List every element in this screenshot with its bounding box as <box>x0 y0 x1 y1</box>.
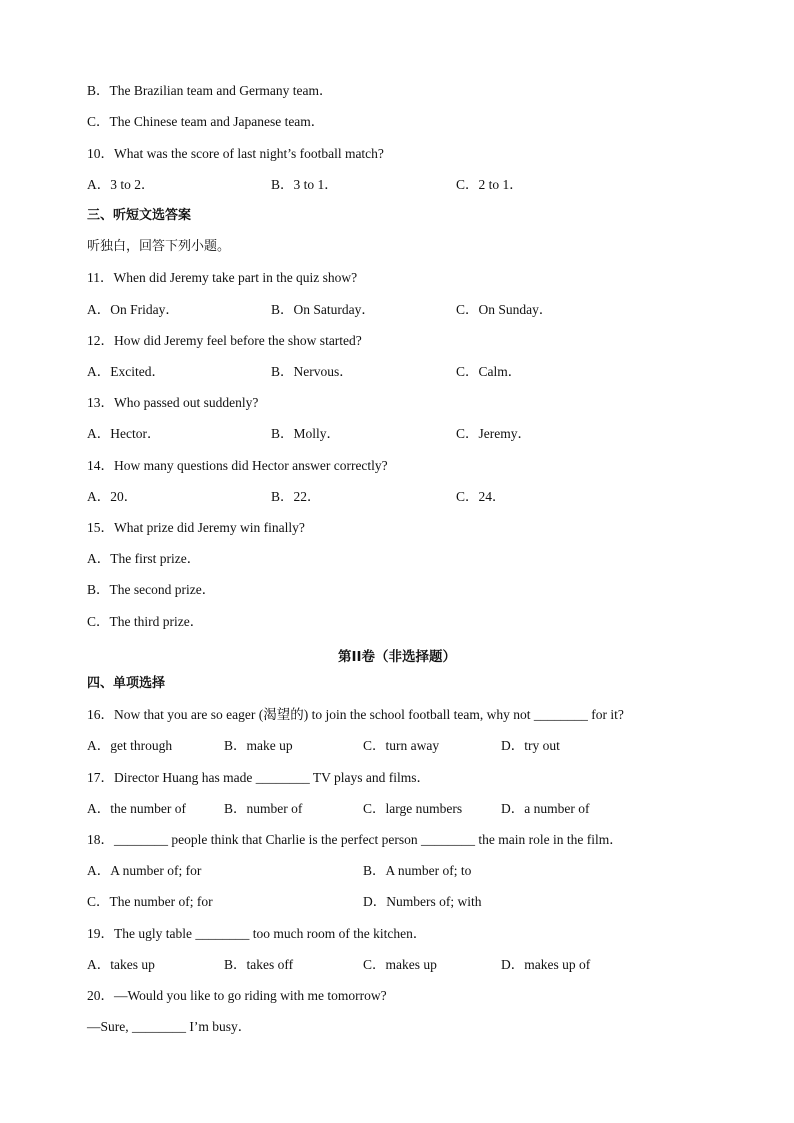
q14-question: 14．How many questions did Hector answer correctly? <box>87 458 388 473</box>
section3-heading: 三、听短文选答案 <box>87 208 192 223</box>
q16-option-b: B．make up <box>224 738 293 753</box>
q12-option-a: A．Excited． <box>87 364 165 379</box>
part2-title: 第II卷（非选择题） <box>337 649 457 665</box>
q19-question: 19．The ugly table ________ too much room of the kitchen． <box>87 926 427 941</box>
q9-option-b: B．The Brazilian team and Germany team． <box>87 83 333 98</box>
q17-option-c: C．large numbers <box>363 801 463 816</box>
q17-option-b: B．number of <box>224 801 303 816</box>
q14-option-b: B．22． <box>271 489 321 504</box>
q17-option-a: A．the number of <box>87 801 186 816</box>
q12-option-b: B．Nervous． <box>271 364 353 379</box>
q16-option-d: D．try out <box>501 738 560 753</box>
q10-option-a: A．3 to 2． <box>87 177 155 192</box>
q19-option-c: C．makes up <box>363 957 437 972</box>
q11-option-c: C．On Sunday． <box>456 302 553 317</box>
q11-question: 11．When did Jeremy take part in the quiz show? <box>87 270 358 285</box>
q16-option-c: C．turn away <box>363 738 440 753</box>
q18-question: 18．________ people think that Charlie is the perfect person ________ the main role in the film． <box>87 832 623 847</box>
q18-option-b: B．A number of; to <box>363 863 472 878</box>
q15-option-a: A．The first prize． <box>87 551 201 566</box>
q13-option-a: A．Hector． <box>87 426 161 441</box>
q13-question: 13．Who passed out suddenly? <box>87 395 259 410</box>
q14-option-c: C．24． <box>456 489 506 504</box>
q11-option-a: A．On Friday． <box>87 302 179 317</box>
q20-question: 20．—Would you like to go riding with me tomorrow? <box>87 988 387 1003</box>
q12-question: 12．How did Jeremy feel before the show started? <box>87 333 362 348</box>
q11-option-b: B．On Saturday． <box>271 302 375 317</box>
q17-option-d: D．a number of <box>501 801 590 816</box>
q15-option-c: C．The third prize． <box>87 614 204 629</box>
q18-option-c: C．The number of; for <box>87 894 213 909</box>
q13-option-c: C．Jeremy． <box>456 426 531 441</box>
q18-option-a: A．A number of; for <box>87 863 202 878</box>
q19-option-b: B．takes off <box>224 957 294 972</box>
q19-option-a: A．takes up <box>87 957 155 972</box>
q10-option-c: C．2 to 1． <box>456 177 523 192</box>
q10-question: 10．What was the score of last night’s football match? <box>87 146 384 161</box>
q9-option-c: C．The Chinese team and Japanese team． <box>87 114 325 129</box>
q16-question: 16．Now that you are so eager (渴望的) to join the school football team, why not ________ for it? <box>87 707 624 722</box>
q18-option-d: D．Numbers of; with <box>363 894 482 909</box>
q12-option-c: C．Calm． <box>456 364 522 379</box>
q16-option-a: A．get through <box>87 738 173 753</box>
q20-response: —Sure, ________ I’m busy． <box>87 1019 252 1034</box>
section4-heading: 四、单项选择 <box>87 676 166 691</box>
q19-option-d: D．makes up of <box>501 957 591 972</box>
q13-option-b: B．Molly． <box>271 426 341 441</box>
q15-question: 15．What prize did Jeremy win finally? <box>87 520 305 535</box>
q14-option-a: A．20． <box>87 489 138 504</box>
q15-option-b: B．The second prize． <box>87 582 216 597</box>
q10-option-b: B．3 to 1． <box>271 177 338 192</box>
section3-instruction: 听独白，回答下列小题。 <box>87 239 231 254</box>
q17-question: 17．Director Huang has made ________ TV plays and films． <box>87 770 430 785</box>
